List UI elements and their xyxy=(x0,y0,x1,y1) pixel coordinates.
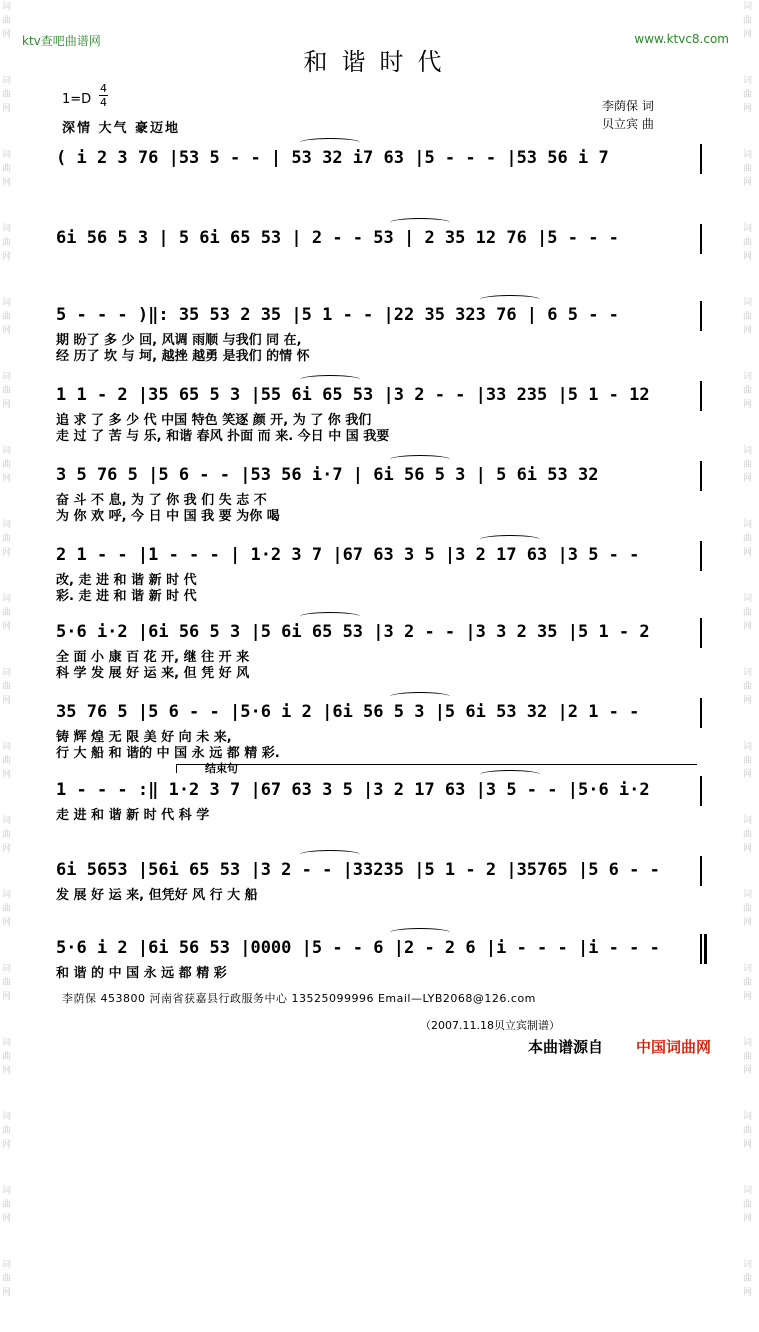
system-end-barline xyxy=(700,934,702,964)
score-system-10-notes: 6i 5653 |56i 65 53 |3 2 - - |33235 |5 1 - 2 |35765 |5 6 - - xyxy=(56,860,660,880)
slur-mark xyxy=(480,295,540,304)
system-end-barline xyxy=(700,618,702,648)
system-end-barline xyxy=(700,224,702,254)
score-system-5-notes: 3 5 76 5 |5 6 - - |53 56 i·7 | 6i 56 5 3 | 5 6i 53 32 xyxy=(56,465,599,485)
score-system-9-lyrics-verse1: 走 进 和 谐 新 时 代 科 学 xyxy=(56,808,210,823)
time-signature xyxy=(99,82,108,109)
key-signature: 1=D xyxy=(62,92,92,107)
site-url-right[interactable]: www.ktvc8.com xyxy=(634,32,729,46)
source-prefix: 本曲谱源自 xyxy=(528,1038,604,1056)
score-system-11-notes: 5·6 i 2 |6i 56 53 |0000 |5 - - 6 |2 - 2 6 |i - - - |i - - - xyxy=(56,938,660,958)
score-system-9-notes: 1 - - - :‖ 1·2 3 7 |67 63 3 5 |3 2 17 63 |3 5 - - |5·6 i·2 xyxy=(56,780,650,800)
transcription-date: （2007.11.18贝立宾制谱） xyxy=(420,1019,560,1032)
score-system-8-notes: 35 76 5 |5 6 - - |5·6 i 2 |6i 56 5 3 |5 6i 53 32 |2 1 - - xyxy=(56,702,640,722)
time-signature-bottom: 4 xyxy=(100,96,107,109)
score-system-5-lyrics-verse2: 为 你 欢 呼, 今 日 中 国 我 要 为你 喝 xyxy=(56,509,280,524)
slur-mark xyxy=(300,375,360,384)
system-end-barline xyxy=(700,461,702,491)
score-system-8-lyrics-verse1: 铸 辉 煌 无 限 美 好 向 未 来, xyxy=(56,730,232,745)
slur-mark xyxy=(390,692,450,701)
system-end-barline xyxy=(700,381,702,411)
score-system-3-lyrics-verse1: 期 盼了 多 少 回, 风调 雨顺 与我们 同 在, xyxy=(56,333,302,348)
score-system-6-lyrics-verse1: 改, 走 进 和 谐 新 时 代 xyxy=(56,573,197,588)
system-end-barline xyxy=(700,301,702,331)
ending-label: 结束句 xyxy=(205,762,238,775)
system-end-barline xyxy=(700,776,702,806)
system-end-barline xyxy=(700,856,702,886)
slur-mark xyxy=(390,928,450,937)
score-system-4-notes: 1 1 - 2 |35 65 5 3 |55 6i 65 53 |3 2 - - |33 235 |5 1 - 12 xyxy=(56,385,650,405)
score-system-7-notes: 5·6 i·2 |6i 56 5 3 |5 6i 65 53 |3 2 - - |3 3 2 35 |5 1 - 2 xyxy=(56,622,650,642)
score-system-2-notes: 6i 56 5 3 | 5 6i 65 53 | 2 - - 53 | 2 35 12 76 |5 - - - xyxy=(56,228,619,248)
system-end-barline xyxy=(700,541,702,571)
time-signature-top: 4 xyxy=(100,82,107,95)
score-system-7-lyrics-verse2: 科 学 发 展 好 运 来, 但 凭 好 风 xyxy=(56,666,250,681)
system-end-barline xyxy=(700,144,702,174)
score-system-6-lyrics-verse2: 彩. 走 进 和 谐 新 时 代 xyxy=(56,589,197,604)
score-system-8-lyrics-verse2: 行 大 船 和 谐的 中 国 永 远 都 精 彩. xyxy=(56,746,280,761)
score-system-10-lyrics-verse1: 发 展 好 运 来, 但凭好 风 行 大 船 xyxy=(56,888,258,903)
score-system-3-lyrics-verse2: 经 历了 坎 与 坷, 越挫 越勇 是我们 的情 怀 xyxy=(56,349,310,364)
score-system-5-lyrics-verse1: 奋 斗 不 息, 为 了 你 我 们 失 志 不 xyxy=(56,493,267,508)
slur-mark xyxy=(390,218,450,227)
slur-mark xyxy=(300,138,360,147)
site-name-left[interactable]: ktv查吧曲谱网 xyxy=(22,34,101,48)
score-system-7-lyrics-verse1: 全 面 小 康 百 花 开, 继 往 开 来 xyxy=(56,650,250,665)
slur-mark xyxy=(390,455,450,464)
final-barline xyxy=(704,934,707,964)
source-brand-link[interactable]: 中国词曲网 xyxy=(636,1038,712,1056)
score-system-3-notes: 5 - - - )‖: 35 53 2 35 |5 1 - - |22 35 323 76 | 6 5 - - xyxy=(56,305,619,325)
score-system-4-lyrics-verse2: 走 过 了 苦 与 乐, 和谐 春风 扑面 而 来. 今日 中 国 我要 xyxy=(56,429,390,444)
lyricist-credit: 李荫保 词 xyxy=(602,99,654,113)
watermark-right: 词 曲 网 词 曲 网 词 曲 网 词 曲 网 词 曲 网 词 曲 网 词 曲 网 词 曲 网 词 曲 网 词 曲 网 词 曲 网 词 曲 网 词 曲 网 词 曲 网 词 曲 网 词 曲 网 词 曲 网 词 曲 网 xyxy=(743,2,753,1298)
tempo-mood: 深情 大气 豪迈地 xyxy=(62,121,181,136)
slur-mark xyxy=(300,850,360,859)
song-title: 和谐时代 xyxy=(303,48,456,76)
contact-line: 李荫保 453800 河南省获嘉县行政服务中心 13525099996 Email—LYB2068@126.com xyxy=(62,992,536,1005)
slur-mark xyxy=(480,535,540,544)
score-system-1-notes: ( i 2 3 76 |53 5 - - | 53 32 i7 63 |5 - - - |53 56 i 7 xyxy=(56,148,609,168)
score-system-4-lyrics-verse1: 追 求 了 多 少 代 中国 特色 笑逐 颜 开, 为 了 你 我们 xyxy=(56,413,372,428)
score-system-11-lyrics-verse1: 和 谐 的 中 国 永 远 都 精 彩 xyxy=(56,966,227,981)
score-system-6-notes: 2 1 - - |1 - - - | 1·2 3 7 |67 63 3 5 |3 2 17 63 |3 5 - - xyxy=(56,545,640,565)
composer-credit: 贝立宾 曲 xyxy=(602,117,654,131)
system-end-barline xyxy=(700,698,702,728)
watermark-left: 词 曲 网 词 曲 网 词 曲 网 词 曲 网 词 曲 网 词 曲 网 词 曲 网 词 曲 网 词 曲 网 词 曲 网 词 曲 网 词 曲 网 词 曲 网 词 曲 网 词 曲 网 词 曲 网 词 曲 网 词 曲 网 xyxy=(2,2,12,1298)
slur-mark xyxy=(300,612,360,621)
ending-bracket xyxy=(176,764,697,773)
